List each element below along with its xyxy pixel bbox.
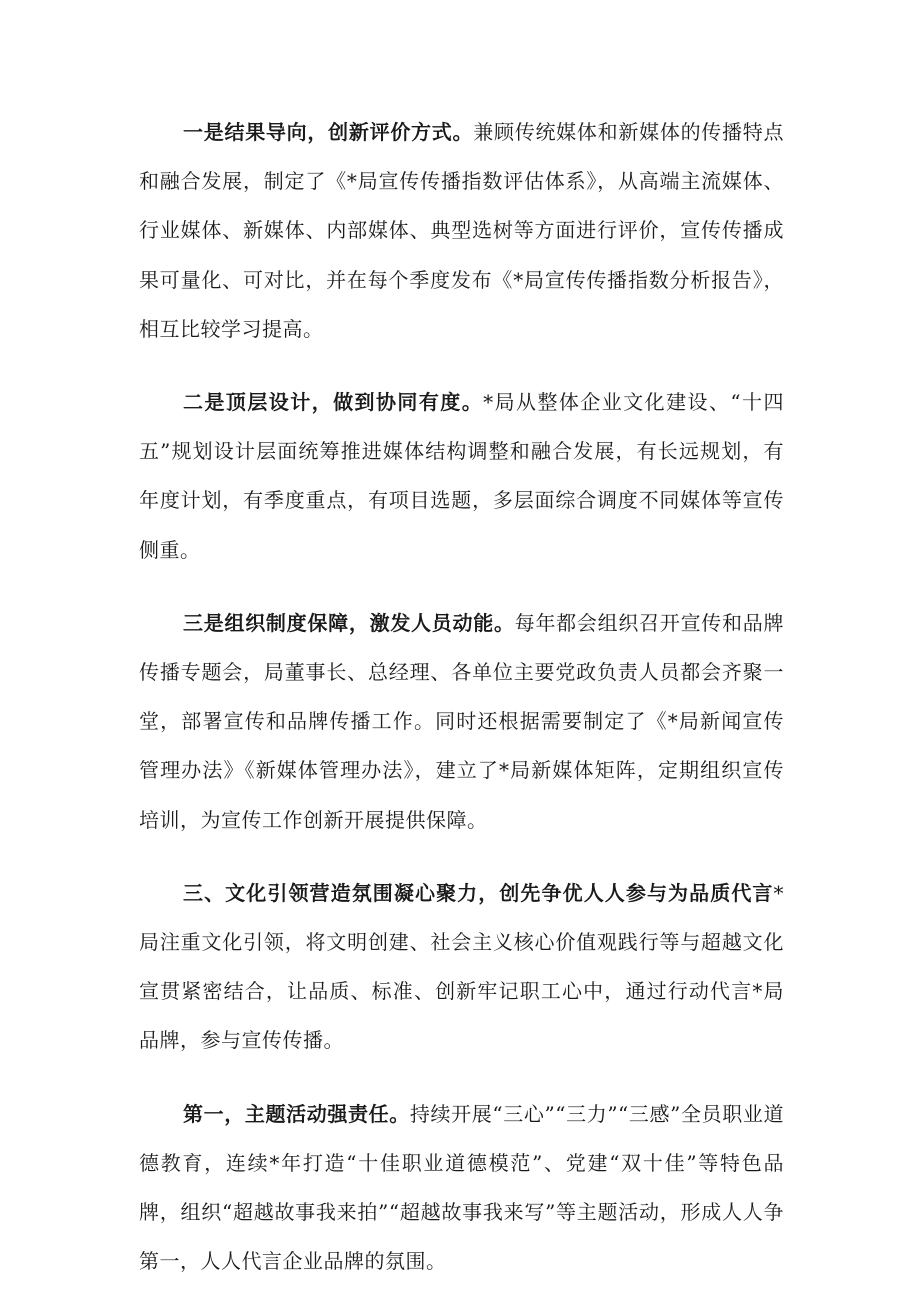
paragraph-institutional-guarantee bbox=[139, 599, 784, 845]
paragraph-top-level-design bbox=[139, 378, 784, 575]
paragraph-culture-leadership bbox=[139, 869, 784, 1066]
paragraph-heading: 第一，主题活动强责任。 bbox=[183, 1101, 410, 1126]
paragraph-body: *局从整体企业文化建设、“十四五”规划设计层面统筹推进媒体结构调整和融合发展，有长远规划，有年度计划，有季度重点，有项目选题，多层面综合调度不同媒体等宣传侧重。 bbox=[139, 390, 784, 562]
paragraph-body: *局注重文化引领，将文明创建、社会主义核心价值观践行等与超越文化宣贯紧密结合，让品质、标准、创新牢记职工心中，通过行动代言*局品牌，参与宣传传播。 bbox=[139, 880, 784, 1053]
paragraph-heading: 三是组织制度保障，激发人员动能。 bbox=[183, 610, 515, 635]
paragraph-heading: 二是顶层设计，做到协同有度。 bbox=[183, 390, 484, 415]
paragraph-themed-activities bbox=[139, 1090, 784, 1287]
paragraph-body: 兼顾传统媒体和新媒体的传播特点和融合发展，制定了《*局宣传传播指数评估体系》，从高端主流媒体、行业媒体、新媒体、内部媒体、典型选树等方面进行评价，宣传传播成果可量化、可对比，并在每个季度发布《*局宣传传播指数分析报告》，相互比较学习提高。 bbox=[139, 120, 784, 341]
section-heading: 三、文化引领营造氛围凝心聚力，创先争优人人参与为品质代言 bbox=[183, 880, 774, 905]
paragraph-body: 持续开展“三心”“三力”“三感”全员职业道德教育，连续*年打造“十佳职业道德模范”、党建“双十佳”等特色品牌，组织“超越故事我来拍”“超越故事我来写”等主题活动，形成人人争第一，人人代言企业品牌的氛围。 bbox=[139, 1101, 784, 1274]
paragraph-result-oriented bbox=[139, 108, 784, 354]
paragraph-body: 每年都会组织召开宣传和品牌传播专题会，局董事长、总经理、各单位主要党政负责人员都会齐聚一堂，部署宣传和品牌传播工作。同时还根据需要制定了《*局新闻宣传管理办法》《新媒体管理办法》，建立了*局新媒体矩阵，定期组织宣传培训，为宣传工作创新开展提供保障。 bbox=[139, 610, 785, 832]
paragraph-heading: 一是结果导向，创新评价方式。 bbox=[183, 120, 474, 144]
